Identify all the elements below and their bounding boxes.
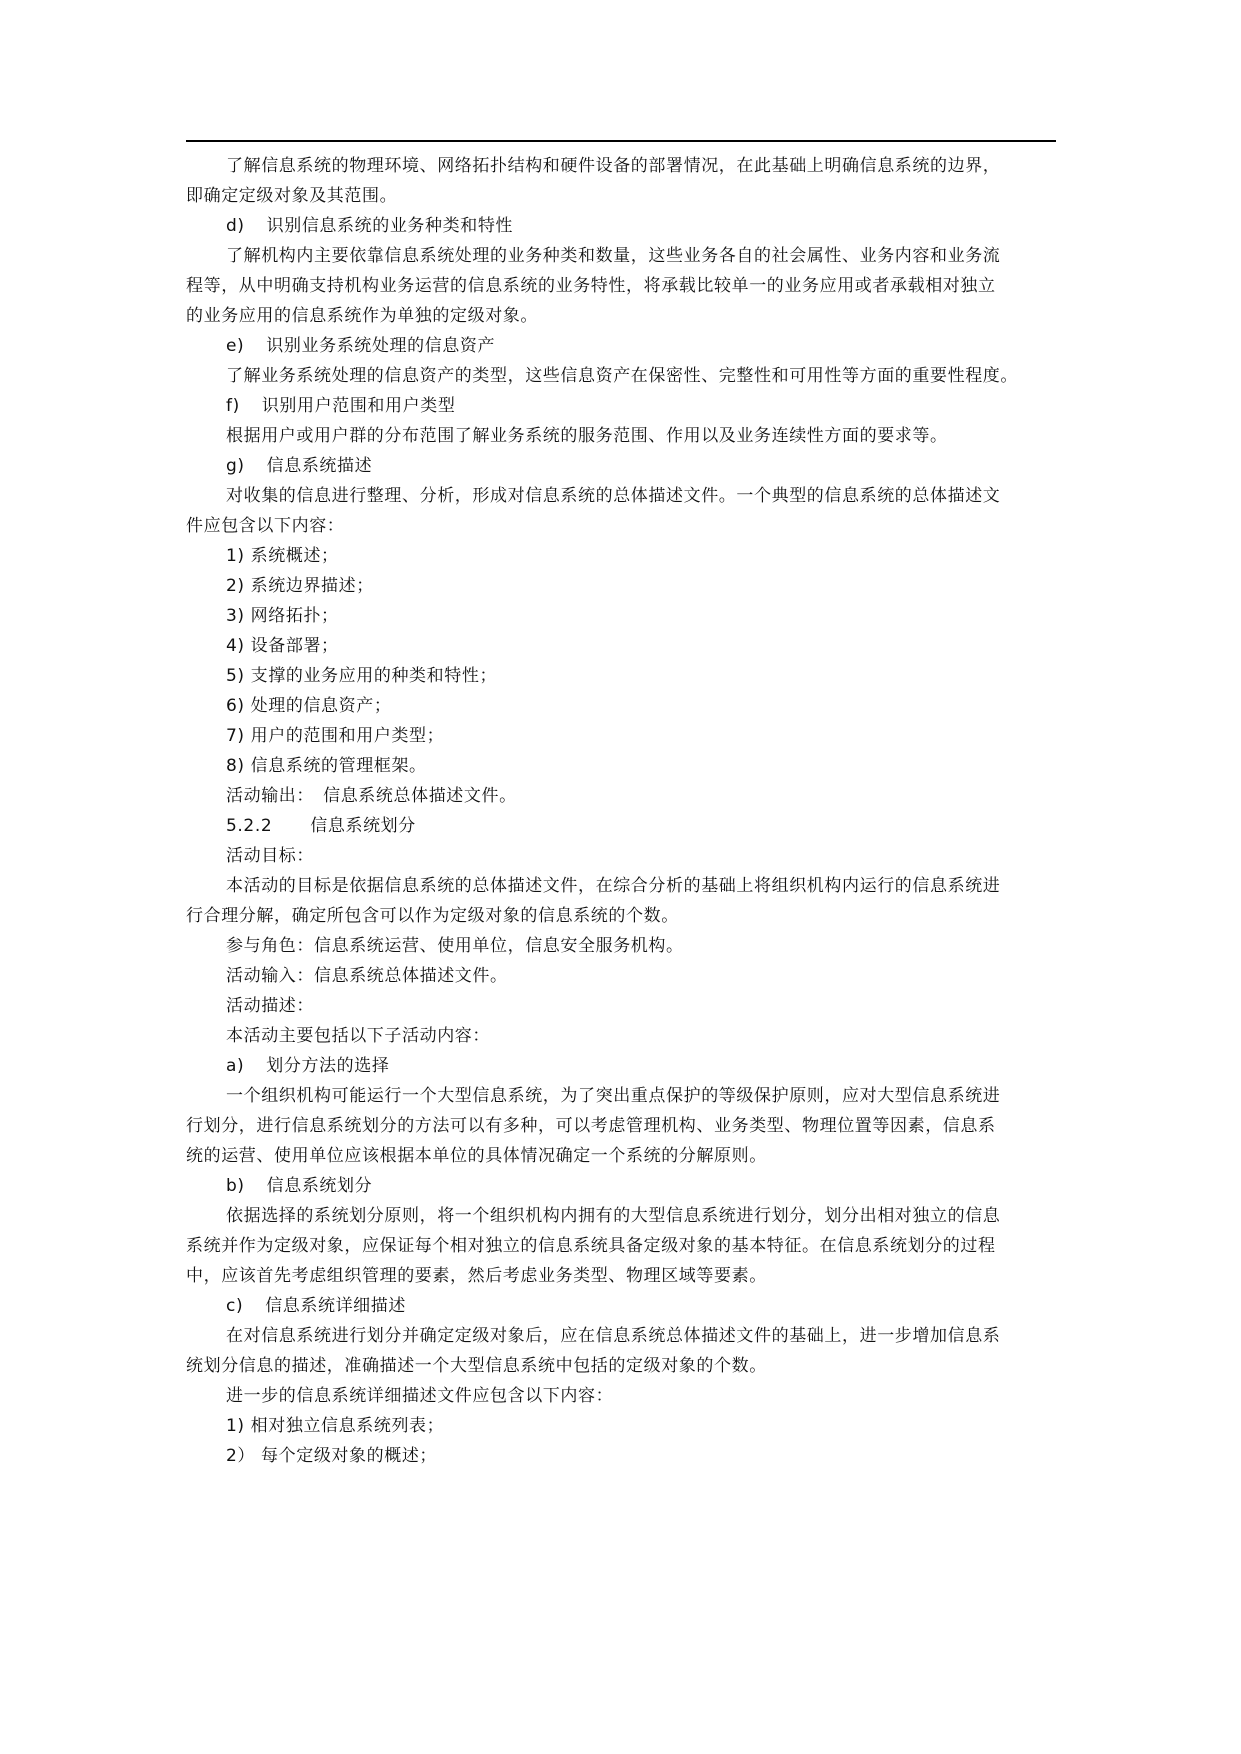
list-heading-text: 信息系统详细描述 (265, 1296, 406, 1316)
paragraph-line: 行合理分解，确定所包含可以作为定级对象的信息系统的个数。 (186, 906, 679, 926)
numbered-item (186, 540, 1058, 573)
paragraph-line: 本活动主要包括以下子活动内容： (226, 1026, 490, 1046)
item-text: 信息系统的管理框架。 (250, 756, 427, 776)
paragraph-line: 依据选择的系统划分原则，将一个组织机构内拥有的大型信息系统进行划分，划分出相对独立的信息 (226, 1206, 1001, 1226)
list-heading-a (186, 1050, 1058, 1083)
paragraph-line: 根据用户或用户群的分布范围了解业务系统的服务范围、作用以及业务连续性方面的要求等。 (226, 426, 948, 446)
list-heading-d (186, 210, 1058, 243)
paragraph-line: 统划分信息的描述，准确描述一个大型信息系统中包括的定级对象的个数。 (186, 1356, 767, 1376)
item-text: 相对独立信息系统列表； (250, 1416, 445, 1436)
paragraph-line: 了解信息系统的物理环境、网络拓扑结构和硬件设备的部署情况，在此基础上明确信息系统的边界， (226, 156, 1001, 176)
numbered-item (186, 570, 1058, 603)
section-title: 信息系统划分 (310, 816, 416, 836)
activity-output: 活动输出： 信息系统总体描述文件。 (226, 786, 517, 806)
item-number: 6) (226, 696, 245, 716)
item-text: 网络拓扑； (250, 606, 339, 626)
list-heading-b (186, 1170, 1058, 1203)
item-text: 系统概述； (250, 546, 339, 566)
item-number: 5) (226, 666, 245, 686)
section-number: 5.2.2 (226, 816, 273, 836)
list-label: d) (226, 216, 245, 236)
numbered-item (186, 690, 1058, 723)
paragraph-line: 了解机构内主要依靠信息系统处理的业务种类和数量，这些业务各自的社会属性、业务内容和业务流 (226, 246, 1001, 266)
list-heading-c (186, 1290, 1058, 1323)
item-number: 7) (226, 726, 245, 746)
item-number: 1) (226, 546, 245, 566)
paragraph-line: 了解业务系统处理的信息资产的类型，这些信息资产在保密性、完整性和可用性等方面的重要性程度。 (226, 366, 1018, 386)
item-number: 2） (226, 1446, 256, 1466)
paragraph-line: 活动输入：信息系统总体描述文件。 (226, 966, 508, 986)
numbered-item (186, 1440, 1058, 1473)
list-label: g) (226, 456, 245, 476)
item-number: 2) (226, 576, 245, 596)
item-number: 4) (226, 636, 245, 656)
paragraph-line: 对收集的信息进行整理、分析，形成对信息系统的总体描述文件。一个典型的信息系统的总体描述文 (226, 486, 1001, 506)
item-text: 系统边界描述； (250, 576, 374, 596)
list-heading-text: 识别信息系统的业务种类和特性 (266, 216, 514, 236)
item-number: 8) (226, 756, 245, 776)
paragraph-line: 活动描述： (226, 996, 314, 1016)
item-number: 3) (226, 606, 245, 626)
numbered-item (186, 630, 1058, 663)
list-heading-text: 识别用户范围和用户类型 (261, 396, 456, 416)
list-heading-text: 划分方法的选择 (266, 1056, 390, 1076)
item-text: 支撑的业务应用的种类和特性； (250, 666, 498, 686)
header-rule (186, 140, 1056, 142)
paragraph-line: 参与角色：信息系统运营、使用单位，信息安全服务机构。 (226, 936, 684, 956)
paragraph-line: 即确定定级对象及其范围。 (186, 186, 398, 206)
list-heading-f (186, 390, 1058, 423)
numbered-item (186, 660, 1058, 693)
paragraph-line: 系统并作为定级对象，应保证每个相对独立的信息系统具备定级对象的基本特征。在信息系统划分的过程 (186, 1236, 996, 1256)
list-heading-e (186, 330, 1058, 363)
numbered-item (186, 600, 1058, 633)
list-label: a) (226, 1056, 245, 1076)
paragraph-line: 中，应该首先考虑组织管理的要素，然后考虑业务类型、物理区域等要素。 (186, 1266, 767, 1286)
list-label: c) (226, 1296, 244, 1316)
item-text: 设备部署； (250, 636, 339, 656)
paragraph-line: 活动目标： (226, 846, 314, 866)
paragraph-line: 统的运营、使用单位应该根据本单位的具体情况确定一个系统的分解原则。 (186, 1146, 767, 1166)
paragraph-line: 程等，从中明确支持机构业务运营的信息系统的业务特性，将承载比较单一的业务应用或者承载相对独立 (186, 276, 996, 296)
paragraph-line: 行划分，进行信息系统划分的方法可以有多种，可以考虑管理机构、业务类型、物理位置等因素，信息系 (186, 1116, 996, 1136)
paragraph-line: 在对信息系统进行划分并确定定级对象后，应在信息系统总体描述文件的基础上，进一步增加信息系 (226, 1326, 1001, 1346)
list-heading-text: 信息系统划分 (266, 1176, 373, 1196)
list-label: f) (226, 396, 240, 416)
list-label: b) (226, 1176, 245, 1196)
numbered-item (186, 750, 1058, 783)
paragraph-line: 件应包含以下内容： (186, 516, 345, 536)
item-text: 每个定级对象的概述； (261, 1446, 438, 1466)
list-heading-text: 识别业务系统处理的信息资产 (266, 336, 496, 356)
item-text: 处理的信息资产； (250, 696, 392, 716)
item-text: 用户的范围和用户类型； (250, 726, 445, 746)
item-number: 1) (226, 1416, 245, 1436)
paragraph-line: 本活动的目标是依据信息系统的总体描述文件，在综合分析的基础上将组织机构内运行的信息系统进 (226, 876, 1001, 896)
paragraph-line: 的业务应用的信息系统作为单独的定级对象。 (186, 306, 538, 326)
list-heading-text: 信息系统描述 (266, 456, 373, 476)
numbered-item (186, 720, 1058, 753)
list-label: e) (226, 336, 245, 356)
numbered-item (186, 1410, 1058, 1443)
list-heading-g (186, 450, 1058, 483)
section-heading (186, 810, 1058, 843)
paragraph-line: 一个组织机构可能运行一个大型信息系统，为了突出重点保护的等级保护原则，应对大型信息系统进 (226, 1086, 1001, 1106)
paragraph-line: 进一步的信息系统详细描述文件应包含以下内容： (226, 1386, 614, 1406)
